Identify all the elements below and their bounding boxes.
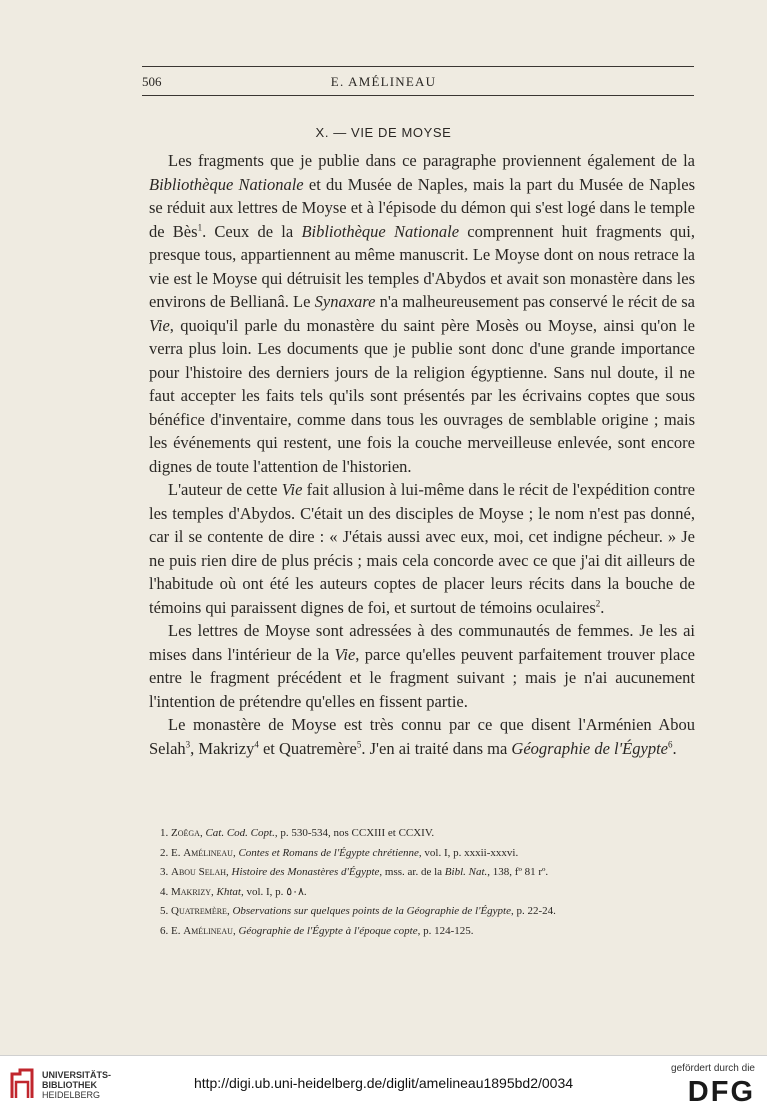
footnote-ref: 3: [185, 739, 191, 749]
footnote-ref: 1: [197, 222, 203, 232]
footnote-ref: 4: [254, 739, 259, 749]
author-name: Makrizy: [171, 885, 211, 898]
footnote: [160, 902, 695, 922]
italic-text: Géographie de l'Égypte: [511, 738, 668, 758]
text-run: , quoiqu'il parle du monastère du saint père Mosès ou Moyse, ainsi qu'on le verra plus loin. Les documents que je publie sont donc d'une grande importance pour l'histoire des derniers jours de la religion égyptienne. Sans nul doute, il ne faut accepter les faits tels qu'ils sont présentés par les écrivains coptes que sous bénéfice d'inventaire, comme dans tous les ouvrages de semblable origine ; mais les événements qui restent, une fois la couche merveilleuse enlevée, sont encore dignes de toute l'attention de l'historien.: [149, 315, 695, 476]
italic-text: Contes et Romans de l'Égypte chrétienne: [238, 846, 419, 859]
text-run: . J'en ai traité dans ma: [361, 738, 512, 758]
author-name: Quatremère: [171, 905, 227, 917]
funded-by-label: gefördert durch die: [671, 1063, 755, 1074]
footnote: [160, 863, 695, 883]
text-run: comprennent huit fragments qui, presque tous, appartiennent au même manuscrit. Le Moyse dont on nous retrace la vie est le Moyse qui détruisit les temples d'Abydos et avait son monastère dans les environs de Bellianâ. Le: [149, 221, 695, 311]
permalink-url[interactable]: http://digi.ub.uni-heidelberg.de/diglit/amelineau1895bd2/0034: [193, 1075, 574, 1091]
text-run: ,: [226, 905, 233, 917]
text-run: 5.: [160, 905, 171, 917]
text-run: ,: [211, 885, 217, 898]
text-run: .: [672, 738, 677, 758]
paragraph: [149, 478, 695, 619]
text-run: , 138, fº 81 rº.: [487, 866, 549, 878]
text-run: 2. E.: [160, 846, 184, 859]
body-text: [149, 149, 695, 760]
text-run: ,: [199, 827, 206, 839]
italic-text: Khtat: [216, 885, 241, 898]
italic-text: Bibl. Nat.: [444, 866, 488, 878]
text-run: ,: [226, 866, 232, 878]
footer-bar: [0, 1055, 767, 1113]
dfg-logo: DFG: [687, 1076, 755, 1108]
author-name: Amélineau: [183, 846, 233, 859]
author-name: Zoëga: [171, 827, 200, 839]
author-name: Abou Selah: [171, 866, 227, 878]
text-run: fait allusion à lui-même dans le récit de l'expédition contre les temples d'Abydos. C'était un des disciples de Moyse ; le nom n'est pas donné, car il se contente de dire : « J'étais aussi avec eux, moi, cet indigne pécheur. » Je ne puis rien dire de plus précis ; mais cela concorde avec ce que j'ai dit ailleurs de l'habitude où ont été les auteurs coptes de placer leurs récits dans la bouche de témoins qui paraissent dignes de foi, et surtout de témoins oculaires: [149, 480, 695, 617]
text-run: ,: [232, 924, 239, 937]
footnote-ref: 6: [667, 739, 673, 749]
italic-text: Vie: [149, 315, 170, 335]
italic-text: Bibliothèque Nationale: [149, 174, 304, 194]
section-title: X. — VIE DE MOYSE: [315, 125, 452, 140]
text-run: . Ceux de la: [202, 221, 302, 241]
header-bottom-rule: [142, 95, 694, 96]
paragraph: [149, 619, 695, 713]
text-run: n'a malheureusement pas conservé le récit de sa: [375, 292, 695, 311]
italic-text: Bibliothèque Nationale: [301, 221, 460, 241]
footnote: [160, 844, 695, 864]
footnotes: [160, 824, 695, 941]
text-run: 6. E.: [160, 924, 184, 937]
text-run: et Quatremère: [258, 738, 357, 758]
text-run: , vol. I, p. xxxii-xxxvi.: [418, 846, 519, 859]
text-run: , Makrizy: [190, 738, 255, 758]
italic-text: Histoire des Monastères d'Égypte: [231, 866, 380, 878]
text-run: , parce qu'elles peuvent parfaitement trouver place entre le fragment précédent et le fragment suivant ; mais je n'ai aucunement l'intention de prétendre qu'elles en fissent partie.: [149, 644, 695, 711]
text-run: L'auteur de cette: [168, 480, 282, 499]
italic-text: Observations sur quelques points de la Géographie de l'Égypte: [232, 905, 511, 917]
footnote-ref: 5: [356, 739, 362, 749]
library-name: UNIVERSITÄTS- BIBLIOTHEK HEIDELBERG: [42, 1070, 112, 1100]
text-run: .: [600, 597, 605, 617]
text-run: 1.: [160, 827, 171, 839]
paragraph: [149, 149, 695, 478]
footnote-ref: 2: [595, 598, 601, 608]
text-run: , p. 124-125.: [417, 924, 474, 937]
text-run: Les fragments que je publie dans ce paragraphe proviennent également de la: [168, 151, 695, 170]
running-head: E. AMÉLINEAU: [330, 74, 437, 89]
italic-text: Vie: [281, 480, 303, 499]
text-run: , mss. ar. de la: [379, 866, 445, 878]
text-run: et du Musée de Naples, mais la part du Musée de Naples se réduit aux lettres de Moyse et à l'épisode du démon qui s'est logé dans le temple de Bès: [149, 174, 695, 241]
header-top-rule: [142, 66, 694, 67]
text-run: 3.: [160, 866, 171, 878]
paragraph: [149, 713, 695, 760]
italic-text: Cat. Cod. Copt.: [205, 827, 275, 839]
author-name: Amélineau: [183, 924, 233, 937]
text-run: 4.: [160, 885, 171, 898]
italic-text: Vie: [334, 644, 356, 664]
text-run: , vol. I, p. ٥٠٨.: [240, 885, 307, 898]
text-run: ,: [232, 846, 239, 859]
footnote: [160, 824, 695, 844]
text-run: , p. 530-534, nos CCXIII et CCXIV.: [274, 827, 435, 839]
text-run: , p. 22-24.: [511, 905, 556, 917]
text-run: Les lettres de Moyse sont adressées à des communautés de femmes. Je les ai mises dans l'intérieur de la: [149, 621, 695, 664]
italic-text: Synaxare: [314, 292, 376, 311]
page-number: 506: [142, 74, 162, 89]
text-run: Le monastère de Moyse est très connu par ce que disent l'Arménien Abou Selah: [149, 715, 695, 758]
footnote: [160, 883, 695, 903]
footnote: [160, 922, 695, 942]
italic-text: Géographie de l'Égypte à l'époque copte: [238, 924, 418, 937]
